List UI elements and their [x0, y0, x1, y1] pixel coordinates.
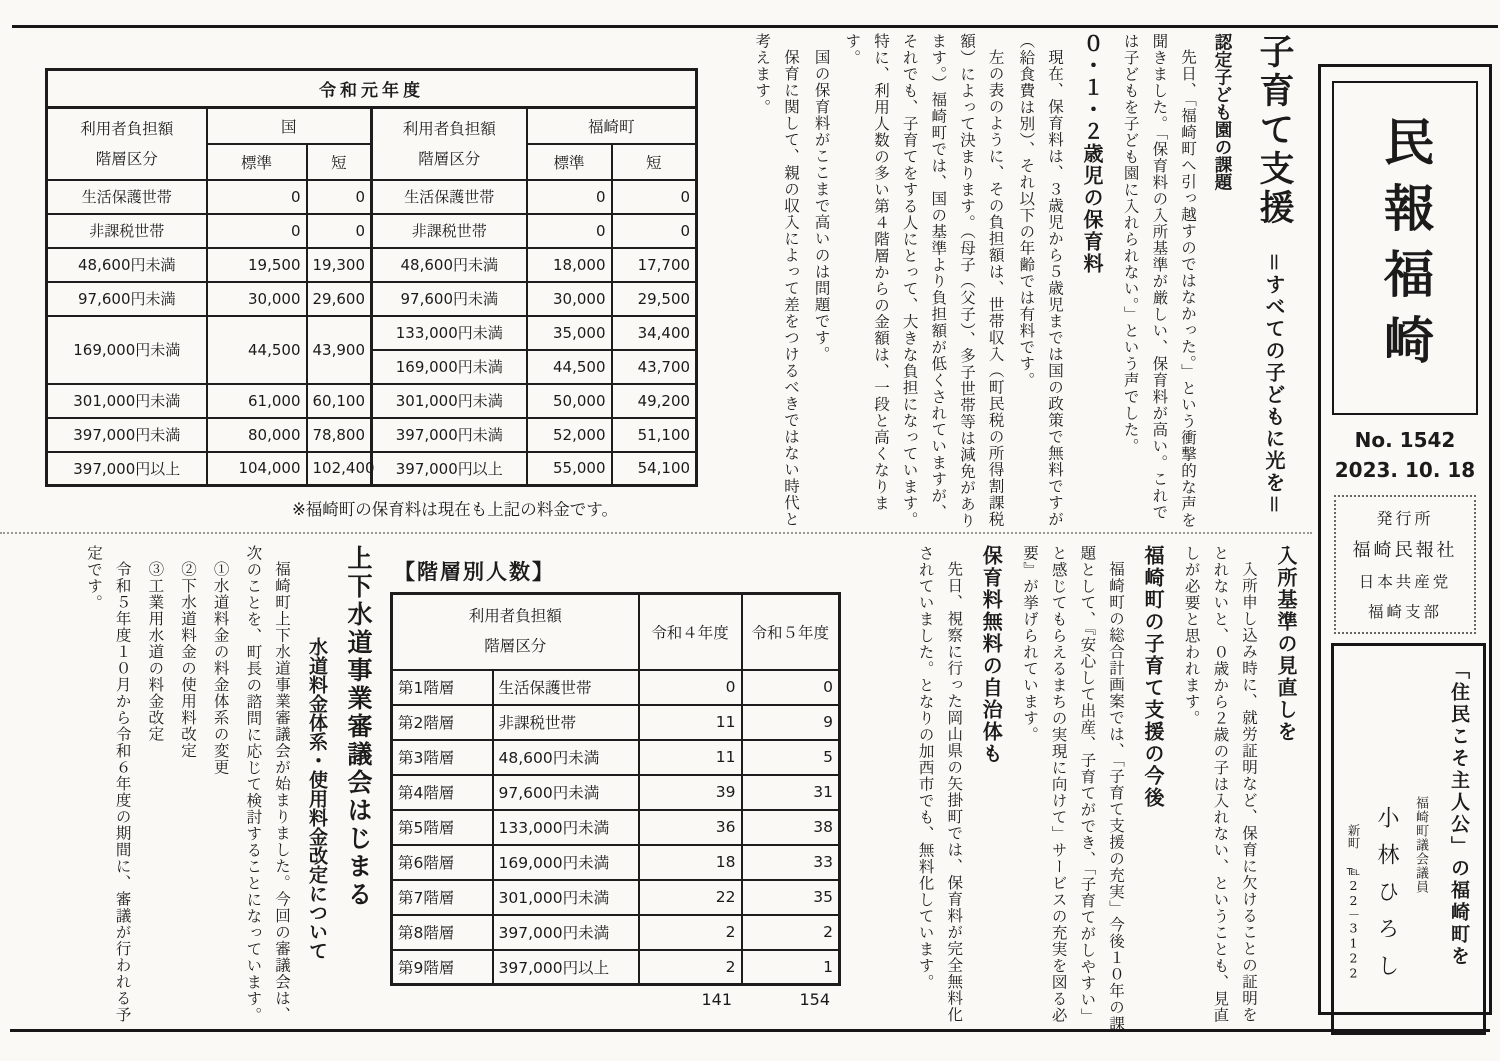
cell: 2 — [639, 915, 742, 950]
cell: 169,000円未満 — [493, 845, 639, 880]
cell: 33 — [742, 845, 840, 880]
cell: 第5階層 — [392, 810, 493, 845]
top-rule — [12, 25, 1498, 28]
councilor-tel: ℡22－3122 — [1346, 863, 1361, 981]
cell: 18,000 — [527, 248, 612, 282]
table-row — [47, 418, 697, 452]
cell: 48,600円未満 — [372, 248, 527, 282]
cell: 11 — [639, 705, 742, 740]
publisher-name: 福崎民報社 — [1352, 540, 1458, 561]
cell: 35 — [742, 880, 840, 915]
cell: 0 — [639, 670, 742, 705]
column-header-line: 階層区分 — [95, 149, 158, 168]
section-heading-nyusho: 入所基準の見直しを — [1274, 545, 1298, 743]
column-header-line: 階層区分 — [418, 149, 481, 168]
cell: 38 — [742, 810, 840, 845]
cell: 49,200 — [612, 384, 697, 418]
cell: 第1階層 — [392, 670, 493, 705]
fee-comparison-table — [45, 68, 698, 487]
cell: 55,000 — [527, 452, 612, 486]
cell: 397,000円以上 — [372, 452, 527, 486]
cell: 43,700 — [612, 350, 697, 384]
cell: 第6階層 — [392, 845, 493, 880]
right-column — [1318, 64, 1492, 1015]
fee-table-title: 令和元年度 — [47, 70, 697, 108]
table-row — [47, 214, 697, 248]
cell: 39 — [639, 775, 742, 810]
cell: 第9階層 — [392, 950, 493, 985]
paragraph: 左の表のように、その負担額は、世帯収入（町民税の所得割課税額）によって決まります。（母子（父子）、多子世帯等は減免があります。）福崎町では、国の基準より負担額が低くされていますが、それでも、子育てをする人にとって、大きな負担になっています。特に、利用人数の多い第４階層からの金額は、一段と高くなります。 — [843, 33, 1005, 529]
publisher-label: 発行所 — [1376, 509, 1434, 528]
cell: 29,600 — [307, 282, 372, 316]
issue-block — [1321, 425, 1489, 485]
cell: 97,600円未満 — [493, 775, 639, 810]
cell: 0 — [742, 670, 840, 705]
section-divider — [0, 532, 1312, 534]
column-header-line: 利用者負担額 — [468, 607, 562, 626]
cell: 48,600円未満 — [47, 248, 207, 282]
cell: 54,100 — [612, 452, 697, 486]
column-header-line: 階層区分 — [484, 636, 547, 655]
column-header-line: 利用者負担額 — [402, 119, 496, 138]
paragraph: 先日、「福崎町へ引っ越すのではなかった。」という衝撃的な声を聞きました。「保育料の入所基準が厳しい、保育料が高い。これでは子どもを子ども園に入れられない。」という声でした。 — [1121, 33, 1197, 528]
cell: 17,700 — [612, 248, 697, 282]
cell: 397,000円以上 — [493, 950, 639, 985]
table-row — [392, 740, 840, 775]
paragraph: 国の保育料がここまで高いのは問題です。 — [812, 48, 831, 362]
table-row — [47, 70, 697, 108]
cell: 第4階層 — [392, 775, 493, 810]
column-header-r5: 令和５年度 — [742, 594, 840, 670]
cell: 30,000 — [527, 282, 612, 316]
cell: 60,100 — [307, 384, 372, 418]
paragraph: 保育に関して、親の収入によって差をつけるべきではない時代と考えます。 — [753, 33, 800, 527]
cell: 43,900 — [307, 316, 372, 384]
paragraph: 現在、保育料は、３歳児から５歳児までは国の政策で無料ですが（給食費は別）、それ以下の年齢では有料です。 — [1017, 33, 1064, 527]
cell: 51,100 — [612, 418, 697, 452]
table-row — [392, 810, 840, 845]
tier-count-caption: 【階層別人数】 — [394, 560, 555, 584]
cell: 397,000円未満 — [47, 418, 207, 452]
cell: 48,600円未満 — [493, 740, 639, 775]
publisher-org: 日本共産党 — [1358, 573, 1452, 591]
cell: 397,000円未満 — [493, 915, 639, 950]
cell: 0 — [527, 214, 612, 248]
cell: 第3階層 — [392, 740, 493, 775]
cell: 第2階層 — [392, 705, 493, 740]
fee-table-note: ※福崎町の保育料は現在も上記の料金です。 — [291, 500, 618, 519]
water-council-article — [28, 545, 385, 1031]
article-headline: 上下水道事業審議会はじまる — [344, 545, 373, 909]
cell: 80,000 — [207, 418, 307, 452]
newspaper-title: 民報福崎 — [1376, 116, 1435, 380]
cell: 生活保護世帯 — [47, 180, 207, 214]
cell: 非課税世帯 — [47, 214, 207, 248]
cell: 35,000 — [527, 316, 612, 350]
cell: 1 — [742, 950, 840, 985]
paragraph: 福崎町の総合計画案では、「子育て支援の充実」今後１０年の課題として、『安心して出産、子育てができ、「子育てがしやすい」と感じてもらえるまちの実現に向けて」サービスの充実を図る必要』が挙げられています。 — [1020, 545, 1125, 1032]
table-row — [392, 705, 840, 740]
table-row — [47, 282, 697, 316]
cell: 301,000円未満 — [493, 880, 639, 915]
cell: 19,500 — [207, 248, 307, 282]
section-heading-kongo: 福崎町の子育て支援の今後 — [1140, 545, 1165, 809]
cell: 0 — [207, 180, 307, 214]
article-headline — [1249, 33, 1299, 530]
tier-count-table — [390, 592, 841, 986]
cell: 2 — [742, 915, 840, 950]
column-header-national: 国 — [207, 108, 372, 144]
total-r5: 154 — [799, 990, 830, 1009]
cell: 30,000 — [207, 282, 307, 316]
councilor-name: 小林ひろし — [1374, 806, 1399, 991]
cell: 50,000 — [527, 384, 612, 418]
cell: 生活保護世帯 — [372, 180, 527, 214]
publisher-branch: 福崎支部 — [1367, 603, 1442, 621]
column-header-standard: 標準 — [527, 144, 612, 180]
paragraph: 先日、視察に行った岡山県の矢掛町では、保育料が完全無料化されていました。となりの加西市でも、無料化しています。 — [916, 545, 964, 1023]
cell: 52,000 — [527, 418, 612, 452]
table-row — [392, 915, 840, 950]
headline-deck: ＝すべての子どもに光を＝ — [1262, 252, 1286, 516]
cell: 22 — [639, 880, 742, 915]
issue-number: No. 1542 — [1354, 428, 1456, 452]
cell: 97,600円未満 — [372, 282, 527, 316]
section-heading-muryo: 保育料無料の自治体も — [979, 545, 1004, 765]
paragraph: 福崎町上下水道事業審議会が始まりました。今回の審議会は、次のことを、町長の諮問に応じて検討することになっています。 — [244, 545, 291, 1024]
cell: 97,600円未満 — [47, 282, 207, 316]
cell: 61,000 — [207, 384, 307, 418]
cell: 397,000円以上 — [47, 452, 207, 486]
cell: 44,500 — [527, 350, 612, 384]
table-row — [392, 950, 840, 985]
childcare-support-article — [715, 33, 1307, 530]
list-item: ③工業用水道の料金改定 — [146, 560, 165, 742]
cell: 36 — [639, 810, 742, 845]
councilor-district: 新町 — [1346, 824, 1361, 849]
cell: 第7階層 — [392, 880, 493, 915]
cell: 2 — [639, 950, 742, 985]
column-header-r4: 令和４年度 — [639, 594, 742, 670]
cell: 0 — [527, 180, 612, 214]
cell: 301,000円未満 — [372, 384, 527, 418]
cell: 169,000円未満 — [47, 316, 207, 384]
table-row — [47, 384, 697, 418]
section-heading-hoikuryo: ０・１・２歳児の保育料 — [1079, 33, 1104, 275]
headline-text: 子育て支援 — [1254, 33, 1294, 228]
section-heading-kodomoen: 認定子ども園の課題 — [1212, 33, 1232, 191]
councilor-contact — [1344, 660, 1362, 1018]
column-header-short: 短 — [307, 144, 372, 180]
admission-review-article — [848, 545, 1310, 1033]
total-r4: 141 — [701, 990, 732, 1009]
list-item: ②下水道料金の使用料改定 — [178, 560, 197, 759]
cell: 19,300 — [307, 248, 372, 282]
column-header-category — [392, 594, 639, 670]
cell: 11 — [639, 740, 742, 775]
paragraph: 入所申し込み時に、就労証明など、保育に欠けることの証明をとれないと、０歳から２歳の子は入れない、ということも、見直しが必要と思われます。 — [1182, 545, 1258, 1024]
cell: 非課税世帯 — [493, 705, 639, 740]
cell: 169,000円未満 — [372, 350, 527, 384]
masthead-box — [1332, 81, 1478, 415]
cell: 34,400 — [612, 316, 697, 350]
publisher-box — [1334, 495, 1476, 634]
table-row — [392, 670, 840, 705]
cell: 第8階層 — [392, 915, 493, 950]
cell: 133,000円未満 — [372, 316, 527, 350]
table-row — [47, 180, 697, 214]
cell: 0 — [307, 180, 372, 214]
cell: 78,800 — [307, 418, 372, 452]
column-header-town: 福崎町 — [527, 108, 697, 144]
table-row — [47, 452, 697, 486]
article-deck: 水道料金体系・使用料金改定について — [306, 637, 328, 960]
column-header-standard: 標準 — [207, 144, 307, 180]
cell: 397,000円未満 — [372, 418, 527, 452]
table-row — [392, 845, 840, 880]
cell: 31 — [742, 775, 840, 810]
table-header-row — [47, 108, 697, 144]
cell: 18 — [639, 845, 742, 880]
cell: 0 — [207, 214, 307, 248]
councilor-role: 福崎町議会議員 — [1413, 796, 1428, 894]
councilor-ad-box — [1331, 643, 1486, 1035]
issue-date: 2023. 10. 18 — [1334, 458, 1476, 482]
cell: 301,000円未満 — [47, 384, 207, 418]
cell: 5 — [742, 740, 840, 775]
column-header-category — [47, 108, 207, 180]
table-header-row — [392, 594, 840, 670]
cell: 0 — [612, 180, 697, 214]
table-row — [47, 316, 697, 350]
cell: 133,000円未満 — [493, 810, 639, 845]
cell: 29,500 — [612, 282, 697, 316]
paragraph: 令和５年度１０月から令和６年度の期間に、審議が行われる予定です。 — [84, 545, 132, 1023]
table-row — [392, 775, 840, 810]
cell: 0 — [612, 214, 697, 248]
cell: 9 — [742, 705, 840, 740]
column-header-short: 短 — [612, 144, 697, 180]
ad-slogan: 「住民こそ主人公」の福崎町を — [1448, 660, 1470, 968]
table-row — [47, 248, 697, 282]
column-header-category — [372, 108, 527, 180]
cell: 0 — [307, 214, 372, 248]
cell: 102,400 — [307, 452, 372, 486]
table-row — [392, 880, 840, 915]
cell: 44,500 — [207, 316, 307, 384]
tier-totals-row — [390, 990, 838, 1009]
column-header-line: 利用者負担額 — [80, 119, 174, 138]
cell: 非課税世帯 — [372, 214, 527, 248]
cell: 104,000 — [207, 452, 307, 486]
list-item: ①水道料金の料金体系の変更 — [211, 560, 230, 775]
cell: 生活保護世帯 — [493, 670, 639, 705]
